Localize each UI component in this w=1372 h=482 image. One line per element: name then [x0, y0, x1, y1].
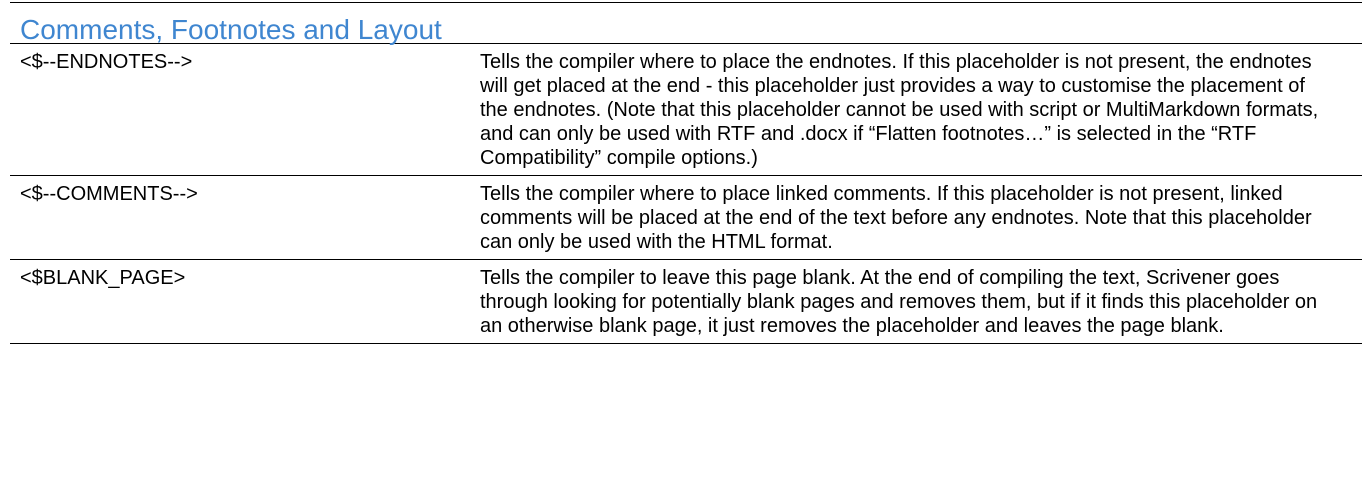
- placeholder-description: Tells the compiler to leave this page blank. At the end of compiling the text, Scrivener goes through looking for potentially blank pages and removes them, but if it finds this placeholder on an otherwise blank page, it just removes the placeholder and leaves the page blank.: [480, 267, 1318, 337]
- placeholder-code: <$--ENDNOTES-->: [20, 51, 193, 73]
- placeholder-code: <$BLANK_PAGE>: [20, 267, 186, 289]
- placeholder-table: [10, 44, 1362, 344]
- placeholder-description: Tells the compiler where to place linked comments. If this placeholder is not present, linked comments will be placed at the end of the text before any endnotes. Note that this placeholder can only be used with the HTML format.: [480, 183, 1312, 253]
- section-header: [10, 2, 1362, 44]
- document-page: [10, 2, 1362, 344]
- placeholder-code: <$--COMMENTS-->: [20, 183, 198, 205]
- table-row: [10, 260, 1362, 344]
- table-row: [10, 44, 1362, 176]
- placeholder-description: Tells the compiler where to place the endnotes. If this placeholder is not present, the endnotes will get placed at the end - this placeholder just provides a way to customise the placement of the endnotes. (Note that this placeholder cannot be used with script or MultiMarkdown formats, and can only be used with RTF and .docx if “Flatten footnotes…” is selected in the “RTF Compatibility” compile options.): [480, 51, 1319, 169]
- section-title: Comments, Footnotes and Layout: [20, 14, 442, 45]
- table-row: [10, 176, 1362, 260]
